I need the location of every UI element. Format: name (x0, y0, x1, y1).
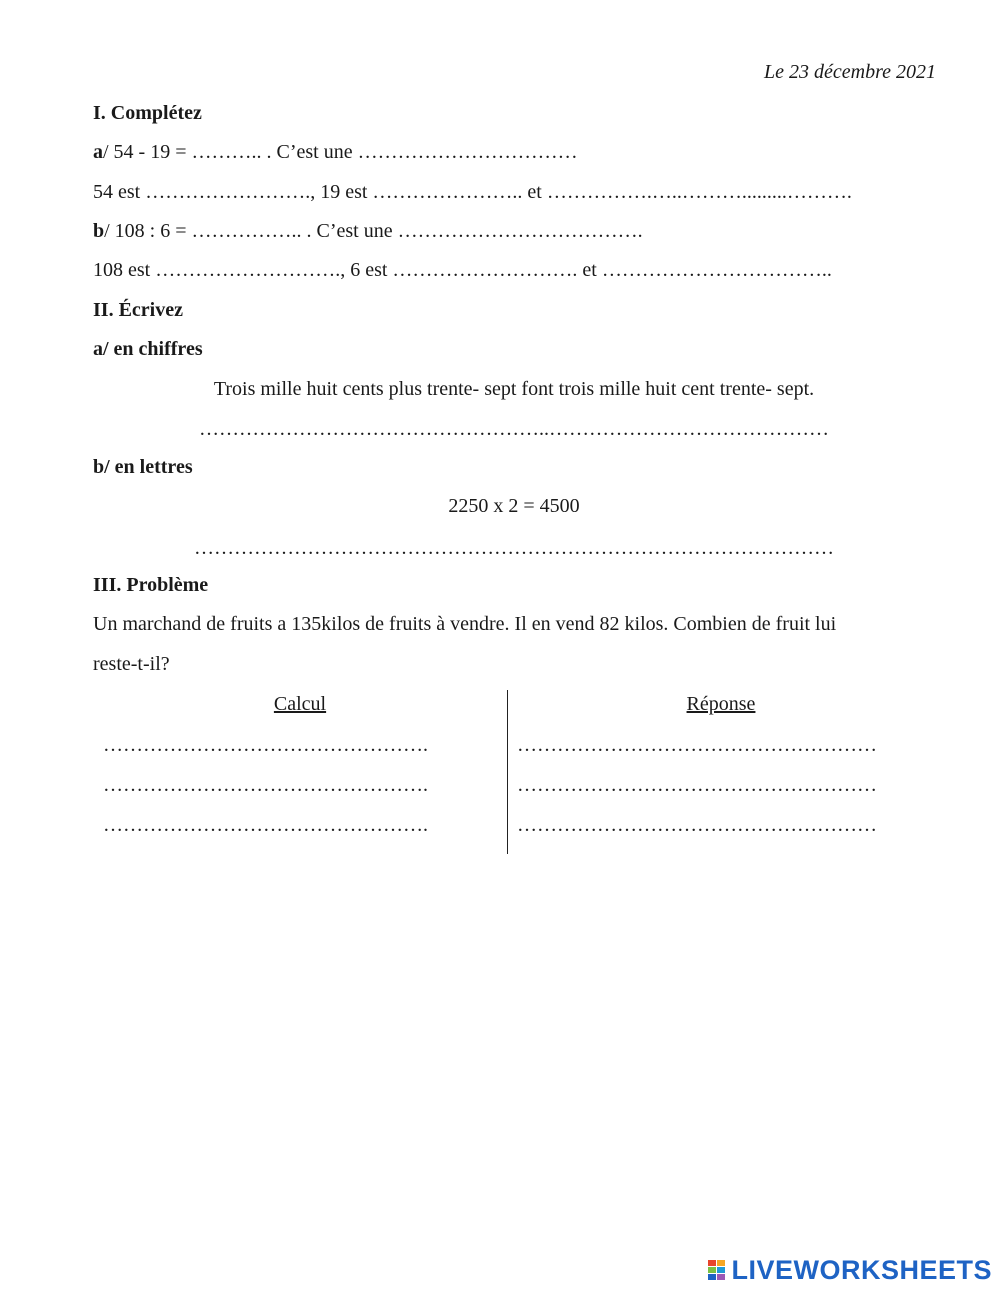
problem-text-line-2: reste-t-il? (93, 653, 170, 675)
exercise-1a-terms: 54 est ……………………., 19 est ………………….. et …………….…..……….........………. (93, 181, 852, 203)
exercise-1b-terms: 108 est ………………………., 6 est ………………………. et …………………………….. (93, 259, 832, 281)
exercise-2a-title: a/ en chiffres (93, 338, 203, 360)
reponse-answer-line: ……………………………………………… (517, 814, 877, 836)
exercise-1a-text: / 54 - 19 = ……….. . C’est une …………………………… (103, 141, 578, 163)
reponse-answer-line: ……………………………………………… (517, 774, 877, 796)
exercise-1b (93, 219, 643, 243)
exercise-1a-label: a (93, 141, 103, 163)
reponse-header: Réponse (686, 693, 756, 715)
reponse-answer-line: ……………………………………………… (517, 734, 877, 756)
exercise-2b-answer-line: …………………………………………………………………………………… (194, 537, 834, 559)
liveworksheets-logo-icon (708, 1260, 725, 1280)
calcul-answer-line: …………………………………………. (103, 774, 428, 796)
liveworksheets-logo (708, 1256, 992, 1284)
section-3-title: III. Problème (93, 574, 209, 596)
exercise-1b-text: / 108 : 6 = …………….. . C’est une ………………………………. (104, 220, 643, 242)
calcul-answer-line: …………………………………………. (103, 814, 428, 836)
section-1-title: I. Complétez (93, 102, 202, 124)
exercise-2b-equation: 2250 x 2 = 4500 (448, 495, 580, 517)
exercise-2b-title: b/ en lettres (93, 456, 193, 478)
exercise-1b-label: b (93, 220, 105, 242)
liveworksheets-logo-text: LIVEWORKSHEETS (731, 1254, 992, 1285)
exercise-2a-answer-line: ……………………………………………..…………………………………… (199, 418, 829, 440)
exercise-2a-sentence: Trois mille huit cents plus trente- sept font trois mille huit cent trente- sept. (213, 378, 815, 400)
section-2-title: II. Écrivez (93, 299, 183, 321)
column-divider (507, 690, 508, 854)
exercise-1a (93, 140, 578, 164)
worksheet-date: Le 23 décembre 2021 (764, 61, 936, 83)
problem-text-line-1: Un marchand de fruits a 135kilos de fruits à vendre. Il en vend 82 kilos. Combien de fruit lui (93, 613, 837, 635)
calcul-answer-line: …………………………………………. (103, 734, 428, 756)
calcul-header: Calcul (273, 693, 327, 715)
